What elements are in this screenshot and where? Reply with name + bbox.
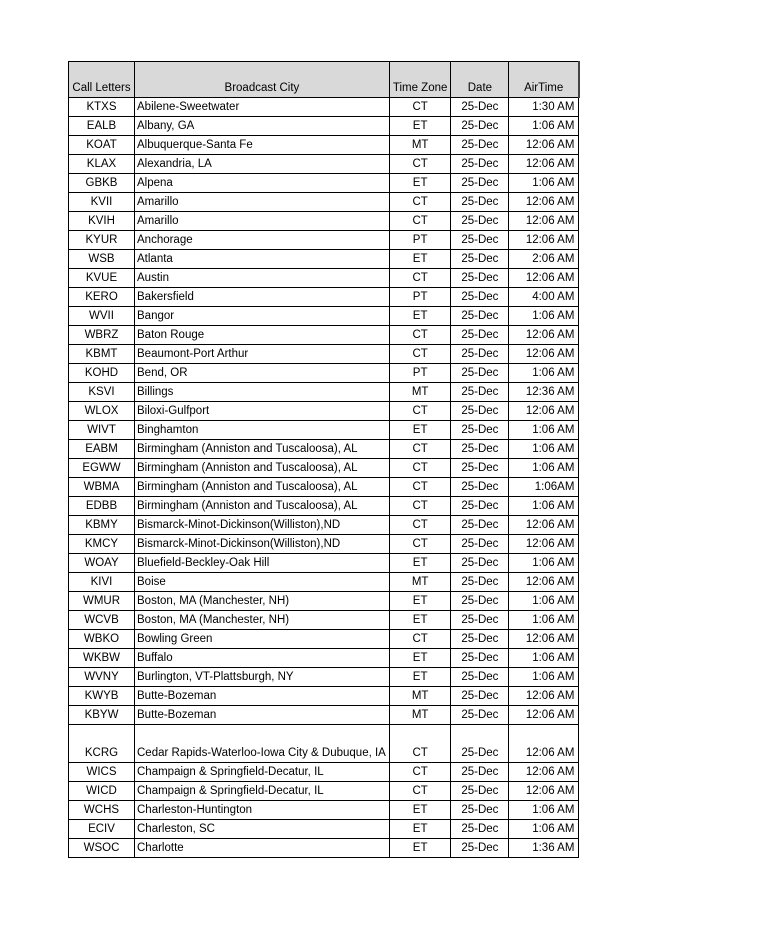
cell-time-zone: CT xyxy=(389,725,451,763)
cell-date: 25-Dec xyxy=(451,668,509,687)
cell-call-letters: WKBW xyxy=(69,649,135,668)
cell-broadcast-city: Birmingham (Anniston and Tuscaloosa), AL xyxy=(135,440,390,459)
cell-broadcast-city: Anchorage xyxy=(135,231,390,250)
cell-call-letters: WBMA xyxy=(69,478,135,497)
cell-airtime: 12:06 AM xyxy=(509,402,579,421)
cell-airtime: 1:06 AM xyxy=(509,649,579,668)
header-airtime: AirTime xyxy=(509,62,579,98)
cell-call-letters: WMUR xyxy=(69,592,135,611)
table-row xyxy=(69,649,579,668)
cell-call-letters: WVII xyxy=(69,307,135,326)
cell-date: 25-Dec xyxy=(451,535,509,554)
cell-date: 25-Dec xyxy=(451,478,509,497)
cell-time-zone: ET xyxy=(389,554,451,573)
table-row xyxy=(69,839,579,858)
table-row xyxy=(69,706,579,725)
table-row xyxy=(69,288,579,307)
header-broadcast-city: Broadcast City xyxy=(135,62,390,98)
cell-broadcast-city: Birmingham (Anniston and Tuscaloosa), AL xyxy=(135,459,390,478)
cell-call-letters: WOAY xyxy=(69,554,135,573)
cell-broadcast-city: Beaumont-Port Arthur xyxy=(135,345,390,364)
cell-broadcast-city: Baton Rouge xyxy=(135,326,390,345)
cell-time-zone: CT xyxy=(389,402,451,421)
cell-call-letters: EDBB xyxy=(69,497,135,516)
cell-time-zone: CT xyxy=(389,212,451,231)
table-row xyxy=(69,98,579,117)
cell-time-zone: ET xyxy=(389,611,451,630)
table-row xyxy=(69,364,579,383)
cell-time-zone: ET xyxy=(389,307,451,326)
cell-airtime: 1:06 AM xyxy=(509,820,579,839)
cell-broadcast-city: Bowling Green xyxy=(135,630,390,649)
cell-time-zone: ET xyxy=(389,592,451,611)
cell-broadcast-city: Binghamton xyxy=(135,421,390,440)
cell-call-letters: WCHS xyxy=(69,801,135,820)
cell-broadcast-city: Cedar Rapids-Waterloo-Iowa City & Dubuque, IA xyxy=(135,725,390,763)
cell-call-letters: WSOC xyxy=(69,839,135,858)
cell-broadcast-city: Bakersfield xyxy=(135,288,390,307)
cell-call-letters: KLAX xyxy=(69,155,135,174)
cell-broadcast-city: Alpena xyxy=(135,174,390,193)
table-row xyxy=(69,763,579,782)
cell-time-zone: CT xyxy=(389,630,451,649)
table-row xyxy=(69,307,579,326)
cell-call-letters: KERO xyxy=(69,288,135,307)
cell-call-letters: KBYW xyxy=(69,706,135,725)
cell-broadcast-city: Bluefield-Beckley-Oak Hill xyxy=(135,554,390,573)
cell-broadcast-city: Billings xyxy=(135,383,390,402)
cell-time-zone: MT xyxy=(389,706,451,725)
cell-call-letters: EABM xyxy=(69,440,135,459)
cell-call-letters: KBMY xyxy=(69,516,135,535)
cell-time-zone: CT xyxy=(389,459,451,478)
cell-airtime: 12:06 AM xyxy=(509,136,579,155)
cell-date: 25-Dec xyxy=(451,573,509,592)
cell-airtime: 12:06 AM xyxy=(509,630,579,649)
cell-time-zone: ET xyxy=(389,649,451,668)
cell-call-letters: WICS xyxy=(69,763,135,782)
cell-date: 25-Dec xyxy=(451,155,509,174)
table-row xyxy=(69,535,579,554)
cell-call-letters: WLOX xyxy=(69,402,135,421)
table-row xyxy=(69,725,579,763)
cell-call-letters: ECIV xyxy=(69,820,135,839)
cell-time-zone: PT xyxy=(389,364,451,383)
cell-airtime: 4:00 AM xyxy=(509,288,579,307)
table-row xyxy=(69,212,579,231)
table-row xyxy=(69,459,579,478)
cell-call-letters: KMCY xyxy=(69,535,135,554)
cell-airtime: 12:06 AM xyxy=(509,782,579,801)
table-row xyxy=(69,421,579,440)
cell-airtime: 2:06 AM xyxy=(509,250,579,269)
cell-call-letters: WSB xyxy=(69,250,135,269)
cell-date: 25-Dec xyxy=(451,212,509,231)
cell-broadcast-city: Alexandria, LA xyxy=(135,155,390,174)
cell-broadcast-city: Albuquerque-Santa Fe xyxy=(135,136,390,155)
table-row xyxy=(69,326,579,345)
cell-date: 25-Dec xyxy=(451,98,509,117)
cell-time-zone: CT xyxy=(389,497,451,516)
cell-call-letters: KSVI xyxy=(69,383,135,402)
cell-time-zone: ET xyxy=(389,668,451,687)
table-row xyxy=(69,782,579,801)
table-row xyxy=(69,440,579,459)
cell-broadcast-city: Bend, OR xyxy=(135,364,390,383)
cell-date: 25-Dec xyxy=(451,630,509,649)
cell-broadcast-city: Burlington, VT-Plattsburgh, NY xyxy=(135,668,390,687)
cell-airtime: 1:06 AM xyxy=(509,364,579,383)
cell-broadcast-city: Champaign & Springfield-Decatur, IL xyxy=(135,782,390,801)
table-row xyxy=(69,269,579,288)
table-row xyxy=(69,155,579,174)
cell-time-zone: CT xyxy=(389,782,451,801)
cell-airtime: 12:06 AM xyxy=(509,231,579,250)
cell-airtime: 1:30 AM xyxy=(509,98,579,117)
cell-airtime: 12:06 AM xyxy=(509,212,579,231)
cell-airtime: 1:06 AM xyxy=(509,611,579,630)
cell-airtime: 12:06 AM xyxy=(509,516,579,535)
cell-airtime: 1:06 AM xyxy=(509,307,579,326)
cell-airtime: 12:06 AM xyxy=(509,687,579,706)
cell-call-letters: GBKB xyxy=(69,174,135,193)
table-row xyxy=(69,478,579,497)
cell-time-zone: CT xyxy=(389,193,451,212)
header-row xyxy=(69,62,579,98)
cell-call-letters: KWYB xyxy=(69,687,135,706)
table-row xyxy=(69,611,579,630)
cell-call-letters: KCRG xyxy=(69,725,135,763)
cell-broadcast-city: Boston, MA (Manchester, NH) xyxy=(135,611,390,630)
cell-time-zone: MT xyxy=(389,687,451,706)
cell-call-letters: WIVT xyxy=(69,421,135,440)
cell-airtime: 12:06 AM xyxy=(509,725,579,763)
cell-airtime: 12:06 AM xyxy=(509,573,579,592)
cell-airtime: 1:06 AM xyxy=(509,421,579,440)
table-row xyxy=(69,193,579,212)
cell-airtime: 1:06 AM xyxy=(509,592,579,611)
cell-airtime: 12:06 AM xyxy=(509,706,579,725)
cell-call-letters: WCVB xyxy=(69,611,135,630)
cell-broadcast-city: Austin xyxy=(135,269,390,288)
airtime-schedule-table xyxy=(68,61,580,858)
cell-call-letters: KOAT xyxy=(69,136,135,155)
table-row xyxy=(69,383,579,402)
cell-airtime: 1:06 AM xyxy=(509,117,579,136)
cell-airtime: 12:06 AM xyxy=(509,269,579,288)
table-row xyxy=(69,345,579,364)
table-body xyxy=(69,98,579,858)
cell-time-zone: CT xyxy=(389,478,451,497)
cell-date: 25-Dec xyxy=(451,383,509,402)
header-date: Date xyxy=(451,62,509,98)
table-row xyxy=(69,801,579,820)
cell-broadcast-city: Charlotte xyxy=(135,839,390,858)
table-row xyxy=(69,820,579,839)
cell-date: 25-Dec xyxy=(451,231,509,250)
cell-broadcast-city: Butte-Bozeman xyxy=(135,706,390,725)
cell-date: 25-Dec xyxy=(451,307,509,326)
cell-broadcast-city: Abilene-Sweetwater xyxy=(135,98,390,117)
cell-date: 25-Dec xyxy=(451,649,509,668)
cell-time-zone: ET xyxy=(389,801,451,820)
cell-date: 25-Dec xyxy=(451,687,509,706)
cell-date: 25-Dec xyxy=(451,250,509,269)
cell-call-letters: KVIH xyxy=(69,212,135,231)
cell-broadcast-city: Bangor xyxy=(135,307,390,326)
table-row xyxy=(69,117,579,136)
cell-time-zone: CT xyxy=(389,269,451,288)
cell-date: 25-Dec xyxy=(451,820,509,839)
cell-time-zone: ET xyxy=(389,421,451,440)
table-row xyxy=(69,250,579,269)
cell-broadcast-city: Boise xyxy=(135,573,390,592)
cell-date: 25-Dec xyxy=(451,136,509,155)
cell-date: 25-Dec xyxy=(451,801,509,820)
table-row xyxy=(69,231,579,250)
cell-date: 25-Dec xyxy=(451,269,509,288)
cell-broadcast-city: Albany, GA xyxy=(135,117,390,136)
cell-airtime: 12:06 AM xyxy=(509,535,579,554)
cell-call-letters: WVNY xyxy=(69,668,135,687)
cell-date: 25-Dec xyxy=(451,554,509,573)
cell-time-zone: PT xyxy=(389,288,451,307)
cell-date: 25-Dec xyxy=(451,706,509,725)
cell-date: 25-Dec xyxy=(451,288,509,307)
cell-call-letters: KVUE xyxy=(69,269,135,288)
table-row xyxy=(69,687,579,706)
cell-airtime: 1:06 AM xyxy=(509,440,579,459)
cell-date: 25-Dec xyxy=(451,839,509,858)
cell-time-zone: CT xyxy=(389,763,451,782)
cell-time-zone: ET xyxy=(389,820,451,839)
cell-broadcast-city: Buffalo xyxy=(135,649,390,668)
cell-airtime: 1:06 AM xyxy=(509,668,579,687)
cell-broadcast-city: Atlanta xyxy=(135,250,390,269)
cell-broadcast-city: Charleston, SC xyxy=(135,820,390,839)
cell-date: 25-Dec xyxy=(451,782,509,801)
cell-broadcast-city: Butte-Bozeman xyxy=(135,687,390,706)
cell-time-zone: MT xyxy=(389,136,451,155)
cell-time-zone: PT xyxy=(389,231,451,250)
cell-airtime: 1:06 AM xyxy=(509,554,579,573)
table-row xyxy=(69,592,579,611)
cell-airtime: 12:06 AM xyxy=(509,345,579,364)
cell-airtime: 12:06 AM xyxy=(509,763,579,782)
cell-airtime: 1:36 AM xyxy=(509,839,579,858)
cell-broadcast-city: Champaign & Springfield-Decatur, IL xyxy=(135,763,390,782)
cell-date: 25-Dec xyxy=(451,763,509,782)
table-row xyxy=(69,573,579,592)
cell-date: 25-Dec xyxy=(451,516,509,535)
header-call-letters: Call Letters xyxy=(69,62,135,98)
cell-date: 25-Dec xyxy=(451,174,509,193)
cell-airtime: 12:06 AM xyxy=(509,155,579,174)
cell-date: 25-Dec xyxy=(451,326,509,345)
cell-date: 25-Dec xyxy=(451,497,509,516)
table-row xyxy=(69,174,579,193)
cell-time-zone: ET xyxy=(389,839,451,858)
header-time-zone: Time Zone xyxy=(389,62,451,98)
table-row xyxy=(69,554,579,573)
cell-time-zone: CT xyxy=(389,345,451,364)
cell-broadcast-city: Birmingham (Anniston and Tuscaloosa), AL xyxy=(135,497,390,516)
cell-airtime: 12:06 AM xyxy=(509,326,579,345)
cell-call-letters: WBKO xyxy=(69,630,135,649)
cell-time-zone: CT xyxy=(389,440,451,459)
cell-call-letters: KTXS xyxy=(69,98,135,117)
cell-call-letters: KBMT xyxy=(69,345,135,364)
cell-call-letters: KOHD xyxy=(69,364,135,383)
cell-time-zone: MT xyxy=(389,573,451,592)
cell-call-letters: EALB xyxy=(69,117,135,136)
cell-broadcast-city: Bismarck-Minot-Dickinson(Williston),ND xyxy=(135,516,390,535)
cell-call-letters: WBRZ xyxy=(69,326,135,345)
cell-time-zone: ET xyxy=(389,174,451,193)
cell-date: 25-Dec xyxy=(451,459,509,478)
cell-time-zone: CT xyxy=(389,155,451,174)
cell-broadcast-city: Bismarck-Minot-Dickinson(Williston),ND xyxy=(135,535,390,554)
cell-broadcast-city: Charleston-Huntington xyxy=(135,801,390,820)
cell-broadcast-city: Boston, MA (Manchester, NH) xyxy=(135,592,390,611)
table-row xyxy=(69,136,579,155)
cell-call-letters: KIVI xyxy=(69,573,135,592)
cell-airtime: 1:06 AM xyxy=(509,497,579,516)
cell-date: 25-Dec xyxy=(451,725,509,763)
table-row xyxy=(69,402,579,421)
cell-broadcast-city: Birmingham (Anniston and Tuscaloosa), AL xyxy=(135,478,390,497)
cell-time-zone: ET xyxy=(389,250,451,269)
cell-date: 25-Dec xyxy=(451,402,509,421)
cell-airtime: 1:06 AM xyxy=(509,459,579,478)
table-row xyxy=(69,630,579,649)
cell-date: 25-Dec xyxy=(451,592,509,611)
cell-date: 25-Dec xyxy=(451,345,509,364)
cell-airtime: 1:06 AM xyxy=(509,801,579,820)
cell-time-zone: CT xyxy=(389,326,451,345)
cell-date: 25-Dec xyxy=(451,364,509,383)
cell-time-zone: ET xyxy=(389,117,451,136)
table-row xyxy=(69,516,579,535)
cell-airtime: 1:06 AM xyxy=(509,174,579,193)
cell-date: 25-Dec xyxy=(451,117,509,136)
cell-time-zone: CT xyxy=(389,98,451,117)
cell-date: 25-Dec xyxy=(451,193,509,212)
cell-airtime: 1:06AM xyxy=(509,478,579,497)
cell-time-zone: MT xyxy=(389,383,451,402)
cell-broadcast-city: Amarillo xyxy=(135,212,390,231)
cell-date: 25-Dec xyxy=(451,611,509,630)
cell-time-zone: CT xyxy=(389,516,451,535)
cell-broadcast-city: Amarillo xyxy=(135,193,390,212)
cell-call-letters: EGWW xyxy=(69,459,135,478)
cell-call-letters: KYUR xyxy=(69,231,135,250)
table-row xyxy=(69,668,579,687)
cell-broadcast-city: Biloxi-Gulfport xyxy=(135,402,390,421)
cell-call-letters: WICD xyxy=(69,782,135,801)
cell-airtime: 12:36 AM xyxy=(509,383,579,402)
table-row xyxy=(69,497,579,516)
cell-time-zone: CT xyxy=(389,535,451,554)
cell-airtime: 12:06 AM xyxy=(509,193,579,212)
cell-call-letters: KVII xyxy=(69,193,135,212)
cell-date: 25-Dec xyxy=(451,421,509,440)
cell-date: 25-Dec xyxy=(451,440,509,459)
